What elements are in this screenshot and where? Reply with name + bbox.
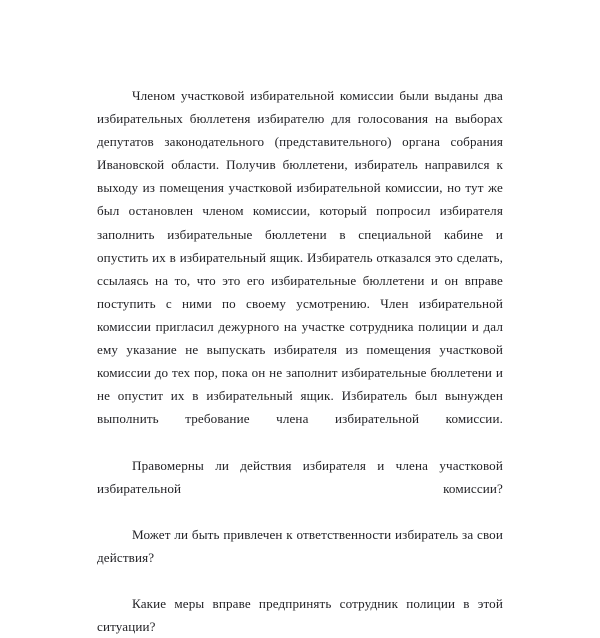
paragraph-question-2: Может ли быть привлечен к ответственности избиратель за свои действия?	[97, 526, 503, 565]
paragraph-question-3: Какие меры вправе предпринять сотрудник полиции в этой ситуации?	[97, 596, 503, 635]
paragraph-case-facts: Членом участковой избирательной комиссии были выданы два избирательных бюллетеня избирателю для голосования на выборах депутатов законодательного (представительного) органа собрания Ивановской области. Получив бюллетени, избиратель направился к выходу из помещения участковой избирательной комиссии, но тут же был остановлен членом комиссии, который попросил избирателя заполнить избирательные бюллетени в специальной кабине и опустить их в избирательный ящик. Избиратель отказался это сделать, ссылаясь на то, что это его избирательные бюллетени и он вправе поступить с ними по своему усмотрению. Член избирательной комиссии пригласил дежурного на участке сотрудника полиции и дал ему указание не выпускать избирателя из помещения участковой комиссии до тех пор, пока он не заполнит избирательные бюллетени и не опустит их в избирательный ящик. Избиратель был вынужден выполнить требование члена избирательной комиссии.	[97, 88, 503, 427]
document-text-body	[97, 84, 503, 638]
paragraph-question-1: Правомерны ли действия избирателя и члена участковой избирательной комиссии?	[97, 457, 503, 496]
